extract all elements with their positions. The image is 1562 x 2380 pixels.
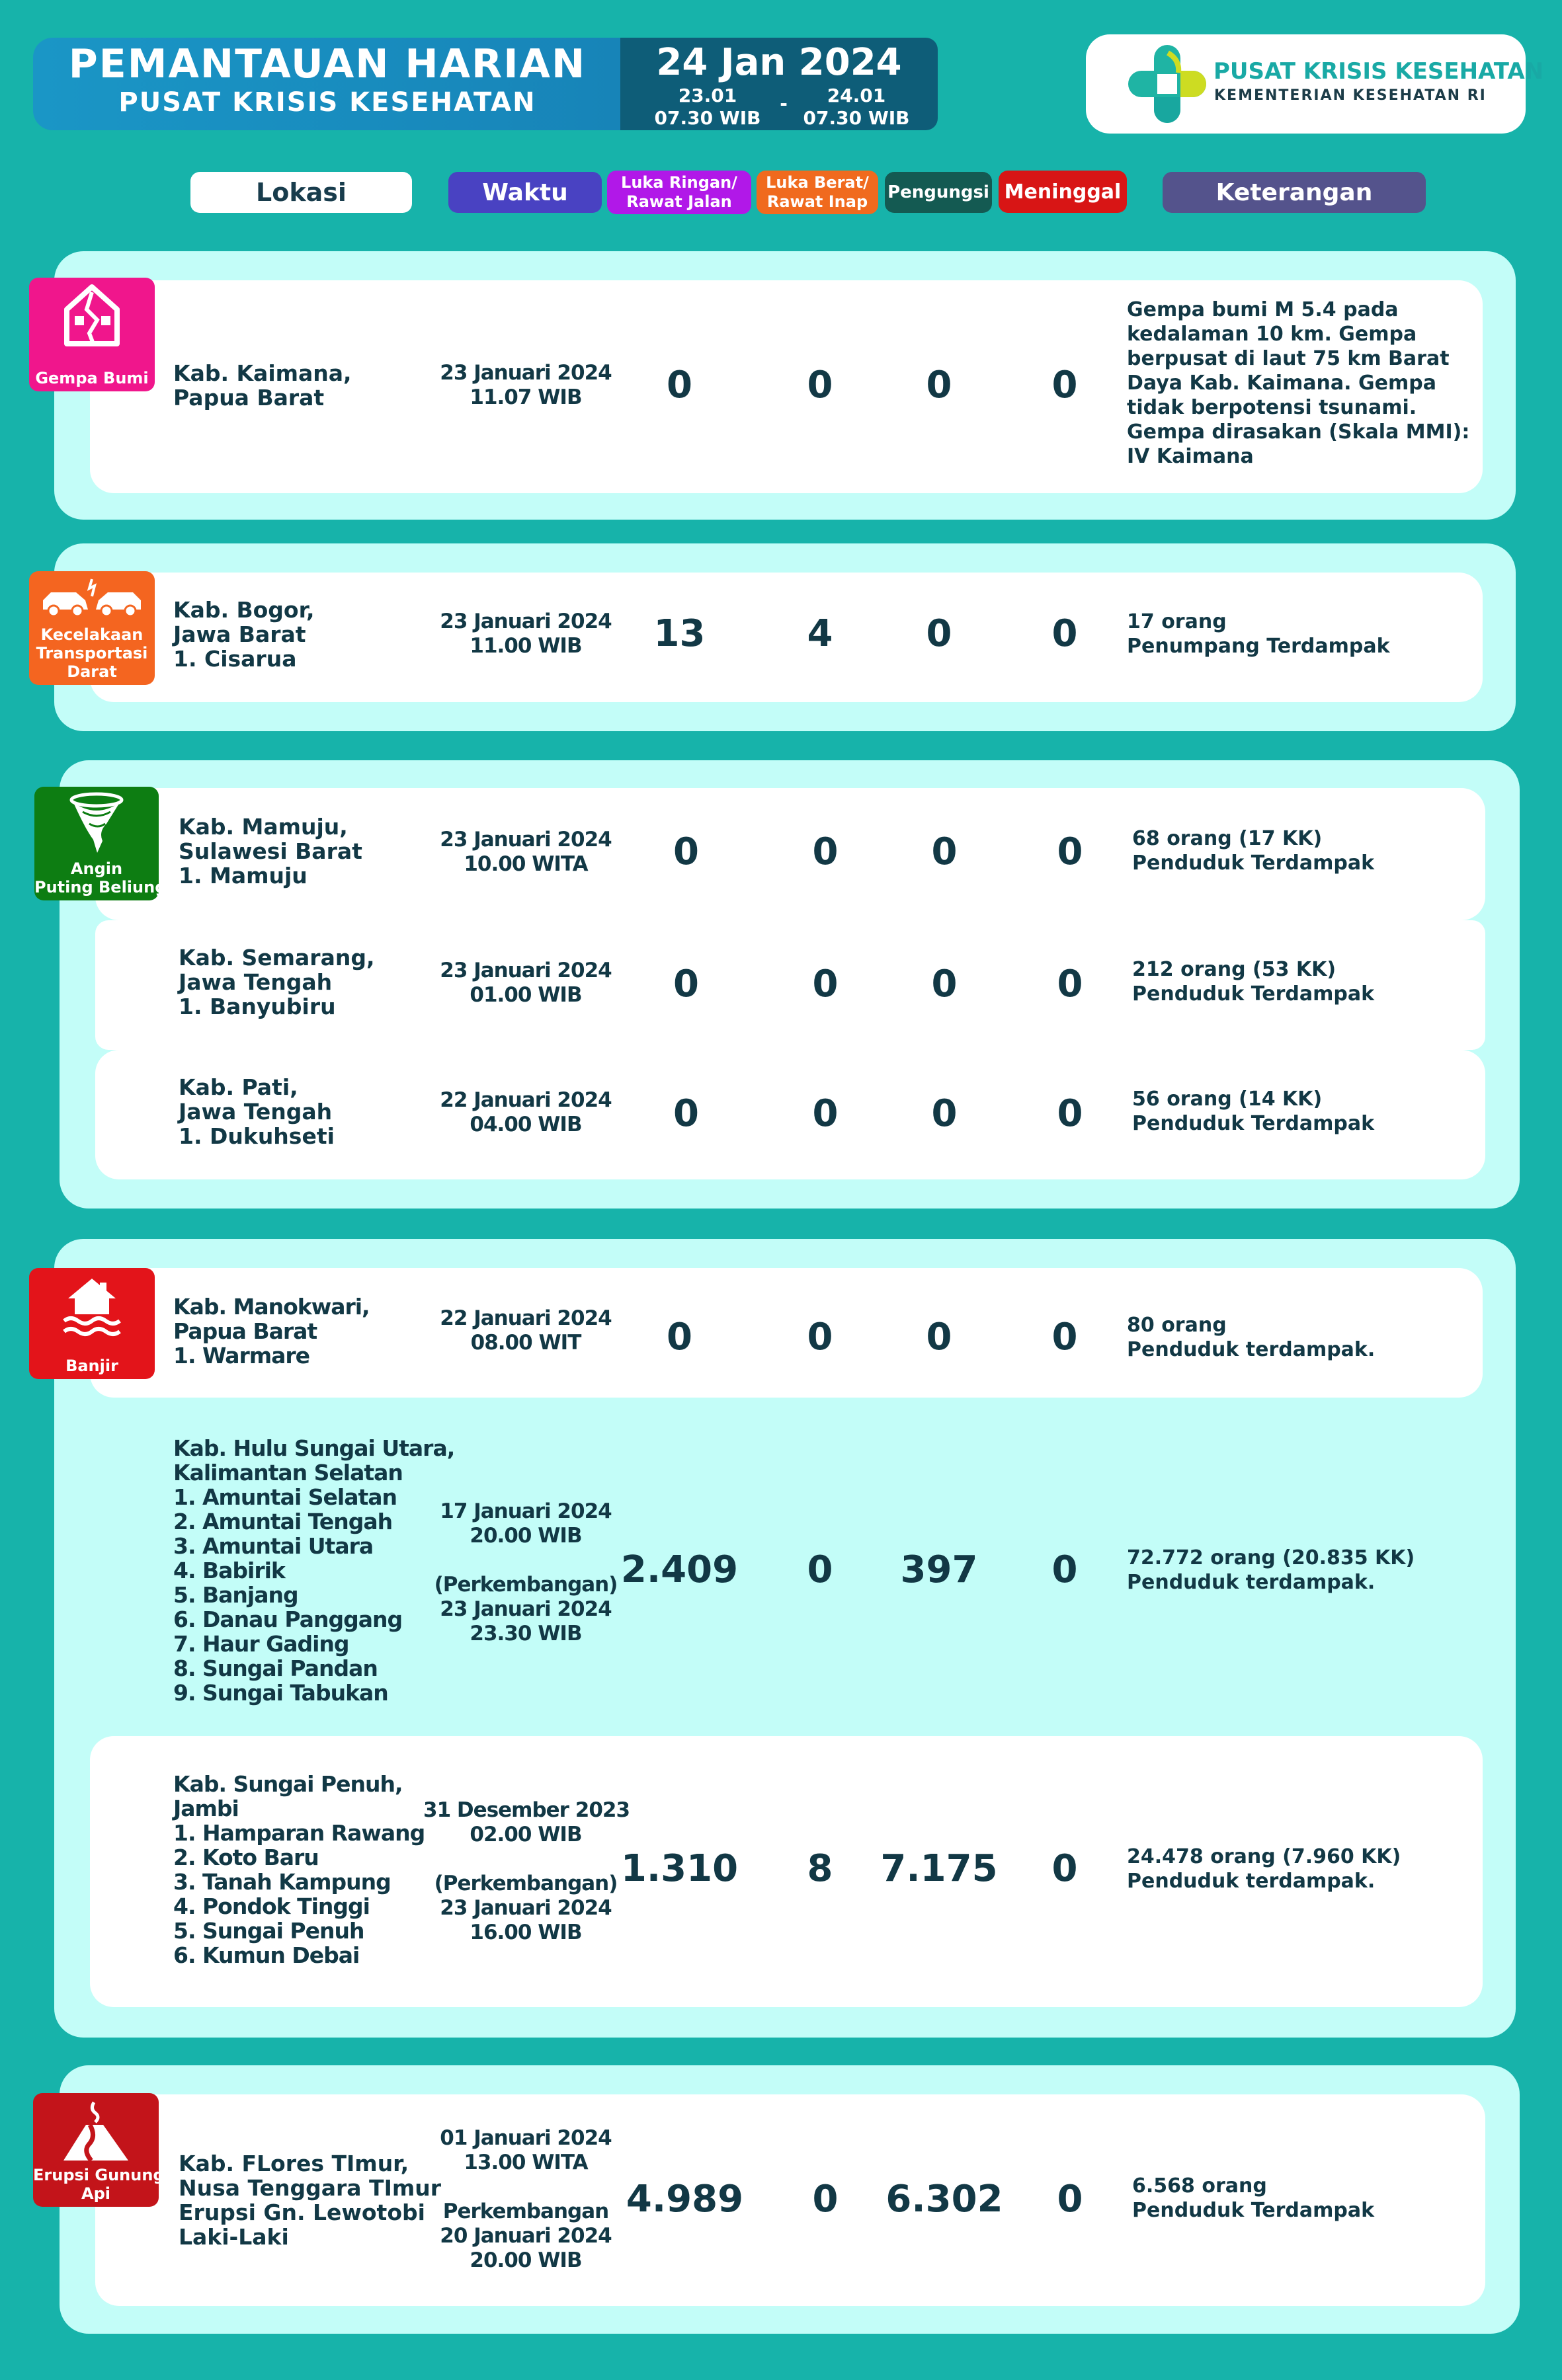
luka-ringan-value: 4.989 [626, 2178, 744, 2221]
time-text: 31 Desember 2023 02.00 WIB (Perkembangan) 23 Januari 2024 16.00 WIB [423, 1798, 630, 1944]
meninggal-value: 0 [1057, 1092, 1083, 1135]
luka-ringan-value: 13 [653, 612, 706, 655]
time-text: 23 Januari 2024 11.00 WIB [440, 610, 612, 658]
car-crash-icon [39, 576, 145, 620]
keterangan-text: 6.568 orang Penduduk Terdampak [1132, 2174, 1375, 2222]
location-text: Kab. Mamuju, Sulawesi Barat 1. Mamuju [179, 814, 362, 889]
category-badge-angin [34, 787, 167, 900]
house-earthquake-icon [60, 283, 124, 349]
logo-ministry: KEMENTERIAN KESEHATAN RI [1214, 87, 1487, 104]
page-subtitle: PUSAT KRISIS KESEHATAN [118, 87, 536, 118]
luka-berat-value: 0 [812, 830, 839, 873]
location-text: Kab. Hulu Sungai Utara, Kalimantan Selatan 1. Amuntai Selatan 2. Amuntai Tengah 3. Amuntai Utara 4. Babirik 5. Banjang 6. Danau Panggang 7. Haur Gading 8. Sungai Pandan 9. Sungai Tabukan [173, 1435, 455, 1706]
logo-name: PUSAT KRISIS KESEHATAN [1213, 58, 1544, 85]
keterangan-text: 56 orang (14 KK) Penduduk Terdampak [1132, 1088, 1375, 1135]
category-badge-kecelakaan [29, 571, 155, 685]
time-text: 23 Januari 2024 10.00 WITA [440, 828, 612, 876]
luka-ringan-value: 0 [673, 963, 699, 1006]
meninggal-value: 0 [1057, 963, 1083, 1006]
location-text: Kab. Semarang, Jawa Tengah 1. Banyubiru [179, 945, 375, 1019]
keterangan-text: 80 orang Penduduk terdampak. [1127, 1314, 1376, 1361]
meninggal-value: 0 [1051, 1548, 1078, 1591]
range-from-date: 23.01 [678, 85, 737, 106]
column-header-keterangan: Keterangan [1163, 172, 1426, 213]
pengungsi-value: 6.302 [885, 2178, 1003, 2221]
column-header-pengungsi: Pengungsi [885, 172, 992, 213]
pengungsi-value: 0 [926, 1316, 952, 1359]
category-badge-gempa [29, 278, 155, 391]
column-header-lokasi: Lokasi [190, 172, 412, 213]
luka-berat-value: 4 [807, 612, 833, 655]
keterangan-text: 212 orang (53 KK) Penduduk Terdampak [1132, 958, 1375, 1006]
luka-berat-value: 0 [812, 963, 839, 1006]
column-header-luka-berat: Luka Berat/ Rawat Inap [757, 171, 878, 214]
range-to-time: 07.30 WIB [803, 107, 910, 129]
tornado-icon [68, 792, 125, 855]
luka-berat-value: 0 [812, 1092, 839, 1135]
luka-berat-value: 0 [807, 364, 833, 407]
location-text: Kab. Pati, Jawa Tengah 1. Dukuhseti [179, 1074, 335, 1149]
pengungsi-value: 0 [931, 830, 958, 873]
report-date: 24 Jan 2024 [656, 41, 902, 84]
category-label: Banjir [65, 1357, 118, 1375]
location-text: Kab. Sungai Penuh, Jambi 1. Hamparan Rawang 2. Koto Baru 3. Tanah Kampung 4. Pondok Tinggi 5. Sungai Penuh 6. Kumun Debai [173, 1771, 425, 1968]
volcano-icon [60, 2098, 132, 2164]
time-text: 23 Januari 2024 01.00 WIB [440, 959, 612, 1007]
pengungsi-value: 0 [931, 1092, 958, 1135]
time-text: 22 Januari 2024 08.00 WIT [440, 1306, 612, 1355]
meninggal-value: 0 [1051, 1316, 1078, 1359]
luka-ringan-value: 0 [673, 830, 699, 873]
time-text: 01 Januari 2024 13.00 WITA Perkembangan 20 Januari 2024 20.00 WIB [440, 2126, 612, 2272]
flood-house-icon [59, 1273, 125, 1339]
luka-ringan-value: 0 [667, 364, 692, 407]
meninggal-value: 0 [1057, 2178, 1083, 2221]
time-text: 23 Januari 2024 11.07 WIB [440, 361, 612, 409]
keterangan-text: Gempa bumi M 5.4 pada kedalaman 10 km. Gempa berpusat di laut 75 km Barat Daya Kab. Kaimana. Gempa tidak berpotensi tsunami. Gempa dirasakan (Skala MMI): IV Kaimana [1127, 298, 1470, 468]
location-text: Kab. FLores TImur, Nusa Tenggara TImur Erupsi Gn. Lewotobi Laki-Laki [179, 2151, 441, 2250]
keterangan-text: 17 orang Penumpang Terdampak [1127, 610, 1390, 658]
category-label: Gempa Bumi [35, 369, 149, 387]
category-badge-banjir [29, 1268, 155, 1379]
category-label: Angin Puting Beliung [34, 859, 167, 896]
meninggal-value: 0 [1057, 830, 1083, 873]
ministry-logo-icon [1124, 41, 1210, 127]
luka-berat-value: 0 [812, 2178, 839, 2221]
pengungsi-value: 0 [931, 963, 958, 1006]
time-text: 17 Januari 2024 20.00 WIB (Perkembangan) 23 Januari 2024 23.30 WIB [434, 1499, 618, 1646]
meninggal-value: 0 [1051, 1847, 1078, 1890]
range-to [790, 85, 923, 130]
luka-ringan-value: 0 [667, 1316, 692, 1359]
category-badge-erupsi [33, 2093, 165, 2207]
range-separator: - [780, 93, 788, 114]
meninggal-value: 0 [1051, 612, 1078, 655]
luka-ringan-value: 2.409 [620, 1548, 739, 1591]
category-label: Erupsi Gunung Api [33, 2166, 165, 2203]
luka-berat-value: 0 [807, 1316, 833, 1359]
time-text: 22 Januari 2024 04.00 WIB [440, 1088, 612, 1136]
meninggal-value: 0 [1051, 364, 1078, 407]
location-text: Kab. Bogor, Jawa Barat 1. Cisarua [173, 597, 315, 672]
location-text: Kab. Kaimana, Papua Barat [173, 360, 352, 411]
keterangan-text: 72.772 orang (20.835 KK) Penduduk terdampak. [1127, 1546, 1415, 1594]
keterangan-text: 24.478 orang (7.960 KK) Penduduk terdampak. [1127, 1845, 1401, 1893]
column-header-meninggal: Meninggal [999, 171, 1127, 213]
range-from [645, 85, 770, 130]
luka-ringan-value: 1.310 [620, 1847, 739, 1890]
luka-berat-value: 8 [807, 1847, 833, 1890]
location-text: Kab. Manokwari, Papua Barat 1. Warmare [173, 1294, 370, 1368]
column-header-waktu: Waktu [448, 172, 602, 213]
pengungsi-value: 0 [926, 612, 952, 655]
page-title: PEMANTAUAN HARIAN [68, 41, 587, 87]
column-header-luka-ringan: Luka Ringan/ Rawat Jalan [607, 171, 751, 214]
keterangan-text: 68 orang (17 KK) Penduduk Terdampak [1132, 827, 1375, 875]
luka-ringan-value: 0 [673, 1092, 699, 1135]
range-to-date: 24.01 [827, 85, 886, 106]
category-label: Kecelakaan Transportasi Darat [36, 625, 148, 681]
pengungsi-value: 397 [900, 1548, 978, 1591]
range-from-time: 07.30 WIB [654, 107, 761, 129]
pengungsi-value: 7.175 [880, 1847, 998, 1890]
pengungsi-value: 0 [926, 364, 952, 407]
luka-berat-value: 0 [807, 1548, 833, 1591]
